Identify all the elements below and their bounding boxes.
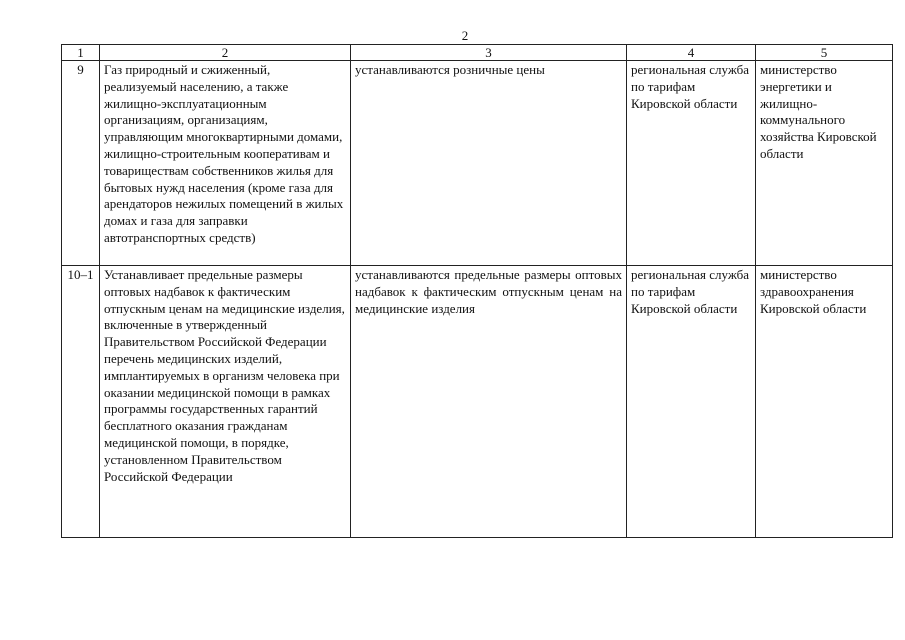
header-col-2: 2 [100,45,351,61]
header-col-3: 3 [351,45,627,61]
table-row [62,61,893,266]
regulation-method: устанавливаются розничные цены [351,61,627,266]
regulating-authority: региональная служба по тарифам Кировской области [627,61,756,266]
table-row [62,266,893,538]
goods-description: Устанавливает предельные размеры оптовых надбавок к фактическим отпускным ценам на медицинские изделия, включенные в утвержденный Правительством Российской Федерации перечень медицинских изделий, имплантируемых в организм человека при оказании медицинской помощи в рамках программы государственных гарантий бесплатного оказания гражданам медицинской помощи, в порядке, установленном Правительством Российской Федерации [100,266,351,538]
goods-description: Газ природный и сжиженный, реализуемый населению, а также жилищно-эксплуатационным организациям, организациям, управляющим многоквартирными домами, жилищно-строительным кооперативам и товариществам собственников жилья для бытовых нужд населения (кроме газа для арендаторов нежилых помещений в жилых домах и газа для заправки автотранспортных средств) [100,61,351,266]
row-number: 10–1 [62,266,100,538]
page-number: 2 [461,28,469,43]
regulation-method: устанавливаются предельные размеры оптовых надбавок к фактическим отпускным ценам на медицинские изделия [351,266,627,538]
responsible-ministry: министерство здравоохранения Кировской области [756,266,893,538]
header-col-4: 4 [627,45,756,61]
header-col-1: 1 [62,45,100,61]
regulation-table [61,44,893,538]
header-col-5: 5 [756,45,893,61]
responsible-ministry: министерство энергетики и жилищно-коммунального хозяйства Кировской области [756,61,893,266]
table-header-row [62,45,893,61]
row-number: 9 [62,61,100,266]
regulating-authority: региональная служба по тарифам Кировской области [627,266,756,538]
